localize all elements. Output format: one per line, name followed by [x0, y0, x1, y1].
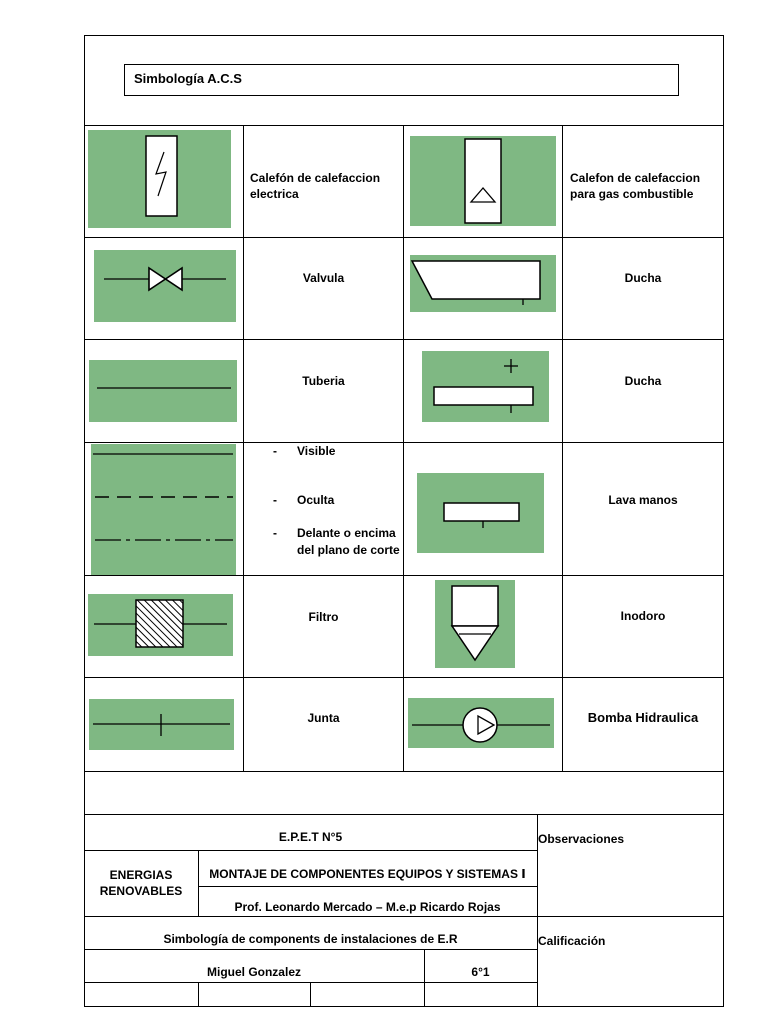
course-name: 6°1	[471, 965, 490, 979]
school-name: E.P.E.T N°5	[278, 830, 343, 844]
footer-line	[84, 916, 724, 917]
footer-col-divider	[310, 982, 311, 1007]
col-divider	[243, 125, 244, 771]
bullet-mark: -	[273, 526, 277, 540]
footer-line	[84, 949, 537, 950]
footer-col-divider	[198, 982, 199, 1007]
symbol-label: Bomba Hidraulica	[587, 710, 699, 725]
table-top-line	[84, 125, 724, 126]
electric-heater-icon	[88, 130, 231, 228]
area-name: ENERGIAS RENOVABLES	[99, 868, 183, 898]
title-box	[124, 64, 679, 96]
filter-icon	[88, 594, 233, 656]
footer-line	[84, 814, 724, 815]
line-types-icon	[91, 444, 236, 575]
pump-icon	[408, 698, 554, 748]
shower-plan-icon	[422, 351, 549, 422]
gas-heater-icon	[410, 136, 556, 226]
valve-icon	[94, 250, 236, 322]
bullet-mark: -	[273, 444, 277, 458]
washbasin-icon	[417, 473, 544, 553]
symbol-label: Inodoro	[620, 609, 666, 623]
symbol-label: Valvula	[302, 271, 345, 285]
symbol-label: Lava manos	[608, 493, 678, 507]
bullet-item: Oculta	[297, 493, 335, 507]
symbol-label: Calefón de calefaccion electrica	[250, 171, 381, 201]
symbol-label: Calefon de calefaccion para gas combustible	[570, 171, 701, 201]
shower-icon	[410, 255, 556, 312]
row-divider	[84, 771, 724, 772]
observations-label: Observaciones	[538, 832, 625, 846]
symbol-label: Ducha	[624, 374, 662, 388]
subject-name: MONTAJE DE COMPONENTES EQUIPOS Y SISTEMAS Ⅰ	[209, 867, 526, 881]
col-divider	[403, 125, 404, 771]
bullet-item: Delante o encima del plano de corte	[297, 526, 400, 557]
bullet-mark: -	[273, 493, 277, 507]
symbol-label: Filtro	[308, 610, 339, 624]
symbol-label: Ducha	[624, 271, 662, 285]
footer-line	[198, 886, 537, 887]
topic-title: Simbología de components de instalaciones de E.R	[163, 932, 458, 946]
grade-label: Calificación	[538, 934, 606, 948]
bullet-item: Visible	[297, 444, 336, 458]
footer-line	[84, 850, 537, 851]
pipe-icon	[89, 360, 237, 422]
symbol-label: Tuberia	[302, 374, 345, 388]
toilet-icon	[435, 580, 515, 668]
page-title: Simbología A.C.S	[134, 71, 242, 86]
joint-icon	[89, 699, 234, 750]
student-name: Miguel Gonzalez	[206, 965, 301, 979]
teachers-name: Prof. Leonardo Mercado – M.e.p Ricardo Rojas	[234, 900, 501, 914]
symbol-label: Junta	[307, 711, 340, 725]
